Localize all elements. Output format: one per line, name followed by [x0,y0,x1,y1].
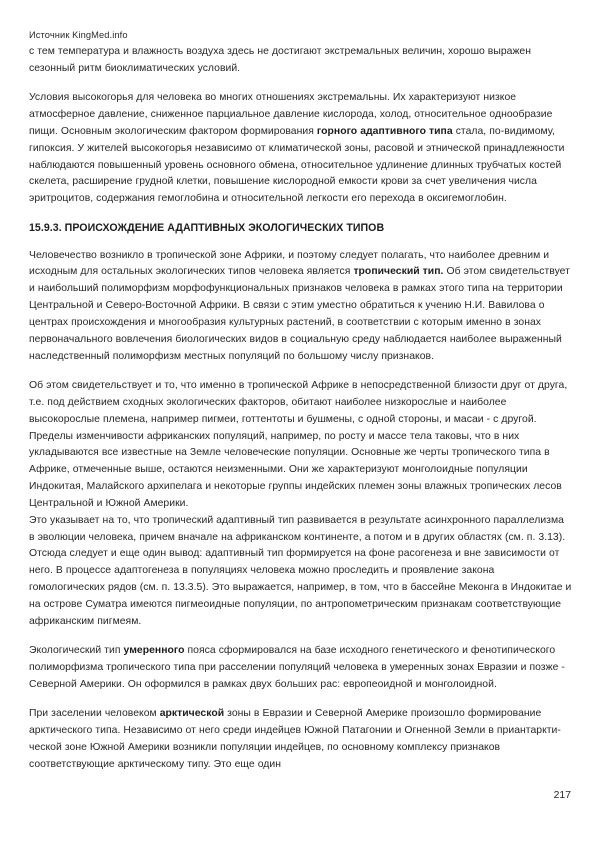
page-content [29,29,572,774]
paragraph-temperate-type: Экологический тип умеренного пояса сформировался на базе исходного генетического и фенотипического полиморфизма тропического типа при расселении популяций человека в умеренных зонах Евразии и позже - Северной Америки. Он оформился в рамках двух больших рас: европеоидной и монголоидной. [29,645,565,690]
paragraph-tropical-origin: Человечество возникло в тропической зоне Африки, и поэтому следует полагать, что наиболее древним и исходным для остальных экологических типов человека является тропический тип. Об этом свидетельствует и наибольший полиморфизм морфофункциональных признаков человека в рамках этого типа на территории Центральной и Северо-Восточной Африки. В связи с этим уместно обратиться к учению Н.И. Вавилова о центрах происхождения и многообразия культурных растений, в соответствии с которым именно в зонах первоначального вовлечения биологических видов в социальную среду наблюдается наиболее выраженный наследственный полиморфизм местных популяций по большому числу признаков. [29,249,570,362]
paragraph-asynchronous-parallelism: Это указывает на то, что тропический адаптивный тип развивается в результате асинхронного параллелизма в эволюции человека, причем вначале на африканском континенте, а потом и в других областях (см. п. 3.13). Отсюда следует и еще один вывод: адаптивный тип формируется на фоне расогенеза и вне зависимости от него. В процессе адаптогенеза в популяциях человека можно проследить и проявление закона гомологических рядов (см. п. 13.3.5). Это выражается, например, в том, что в бассейне Меконга в Индокитае и на острове Суматра имеются пигмеоидные популяции, по антропометрическим признакам соответствующие африканским пигмеям. [29,514,572,627]
paragraph-highland-conditions: Условия высокогорья для человека во многих отношениях экстремальны. Их характеризуют низкое атмосферное давление, сниженное парциальное давление кислорода, холод, относительное однообразие пищи. Основным экологическим фактором формирования горного адаптивного типа стала, по-видимому, гипоксия. У жителей высокогорья независимо от климатической зоны, расовой и этнической принадлежности наблюдаются повышенный уровень основного обмена, относительное удлинение длинных трубчатых костей скелета, расширение грудной клетки, повышение кислородной емкости крови за счет увеличения числа эритроцитов, содержания гемоглобина и относительной легкости его перехода в оксигемоглобин. [29,92,565,205]
section-heading-15-9-3: 15.9.3. ПРОИСХОЖДЕНИЕ АДАПТИВНЫХ ЭКОЛОГИЧЕСКИХ ТИПОВ [29,222,385,235]
page-number: 217 [553,790,571,801]
paragraph-arctic-type: При заселении человеком арктической зоны в Евразии и Северной Америке произошло формирование арктического типа. Независимо от него среди индейцев Южной Патагонии и Огненной Земли в приантаркти-ческой зоне Южной Америки возникли популяции индейцев, по основному комплексу признаков соответствующие арктическому типу. Это еще один [29,708,561,770]
paragraph-african-variability: Об этом свидетельствует и то, что именно в тропической Африке в непосредственной близости друг от друга, т.е. под действием сходных экологических факторов, обитают наиболее низкорослые и наиболее высокорослые племена, например пигмеи, готтентоты и бушмены, с одной стороны, и масаи - с другой. Пределы изменчивости африканских популяций, например, по росту и массе тела таковы, что в них укладываются все известные на Земле человеческие популяции. Основные же черты тропического типа в Африке, отмеченные выше, остаются неизменными. Они же характеризуют монголоидные популяции Индокитая, Малайского архипелага и некоторые группы индейских племен зоны влажных тропических лесов Центральной и Южной Америки. [29,380,568,509]
source-attribution: Источник KingMed.info [29,30,128,40]
paragraph-highland-intro-continued: с тем температура и влажность воздуха здесь не достигают экстремальных величин, хорошо выражен сезонный ритм биоклиматических условий. [29,46,532,74]
